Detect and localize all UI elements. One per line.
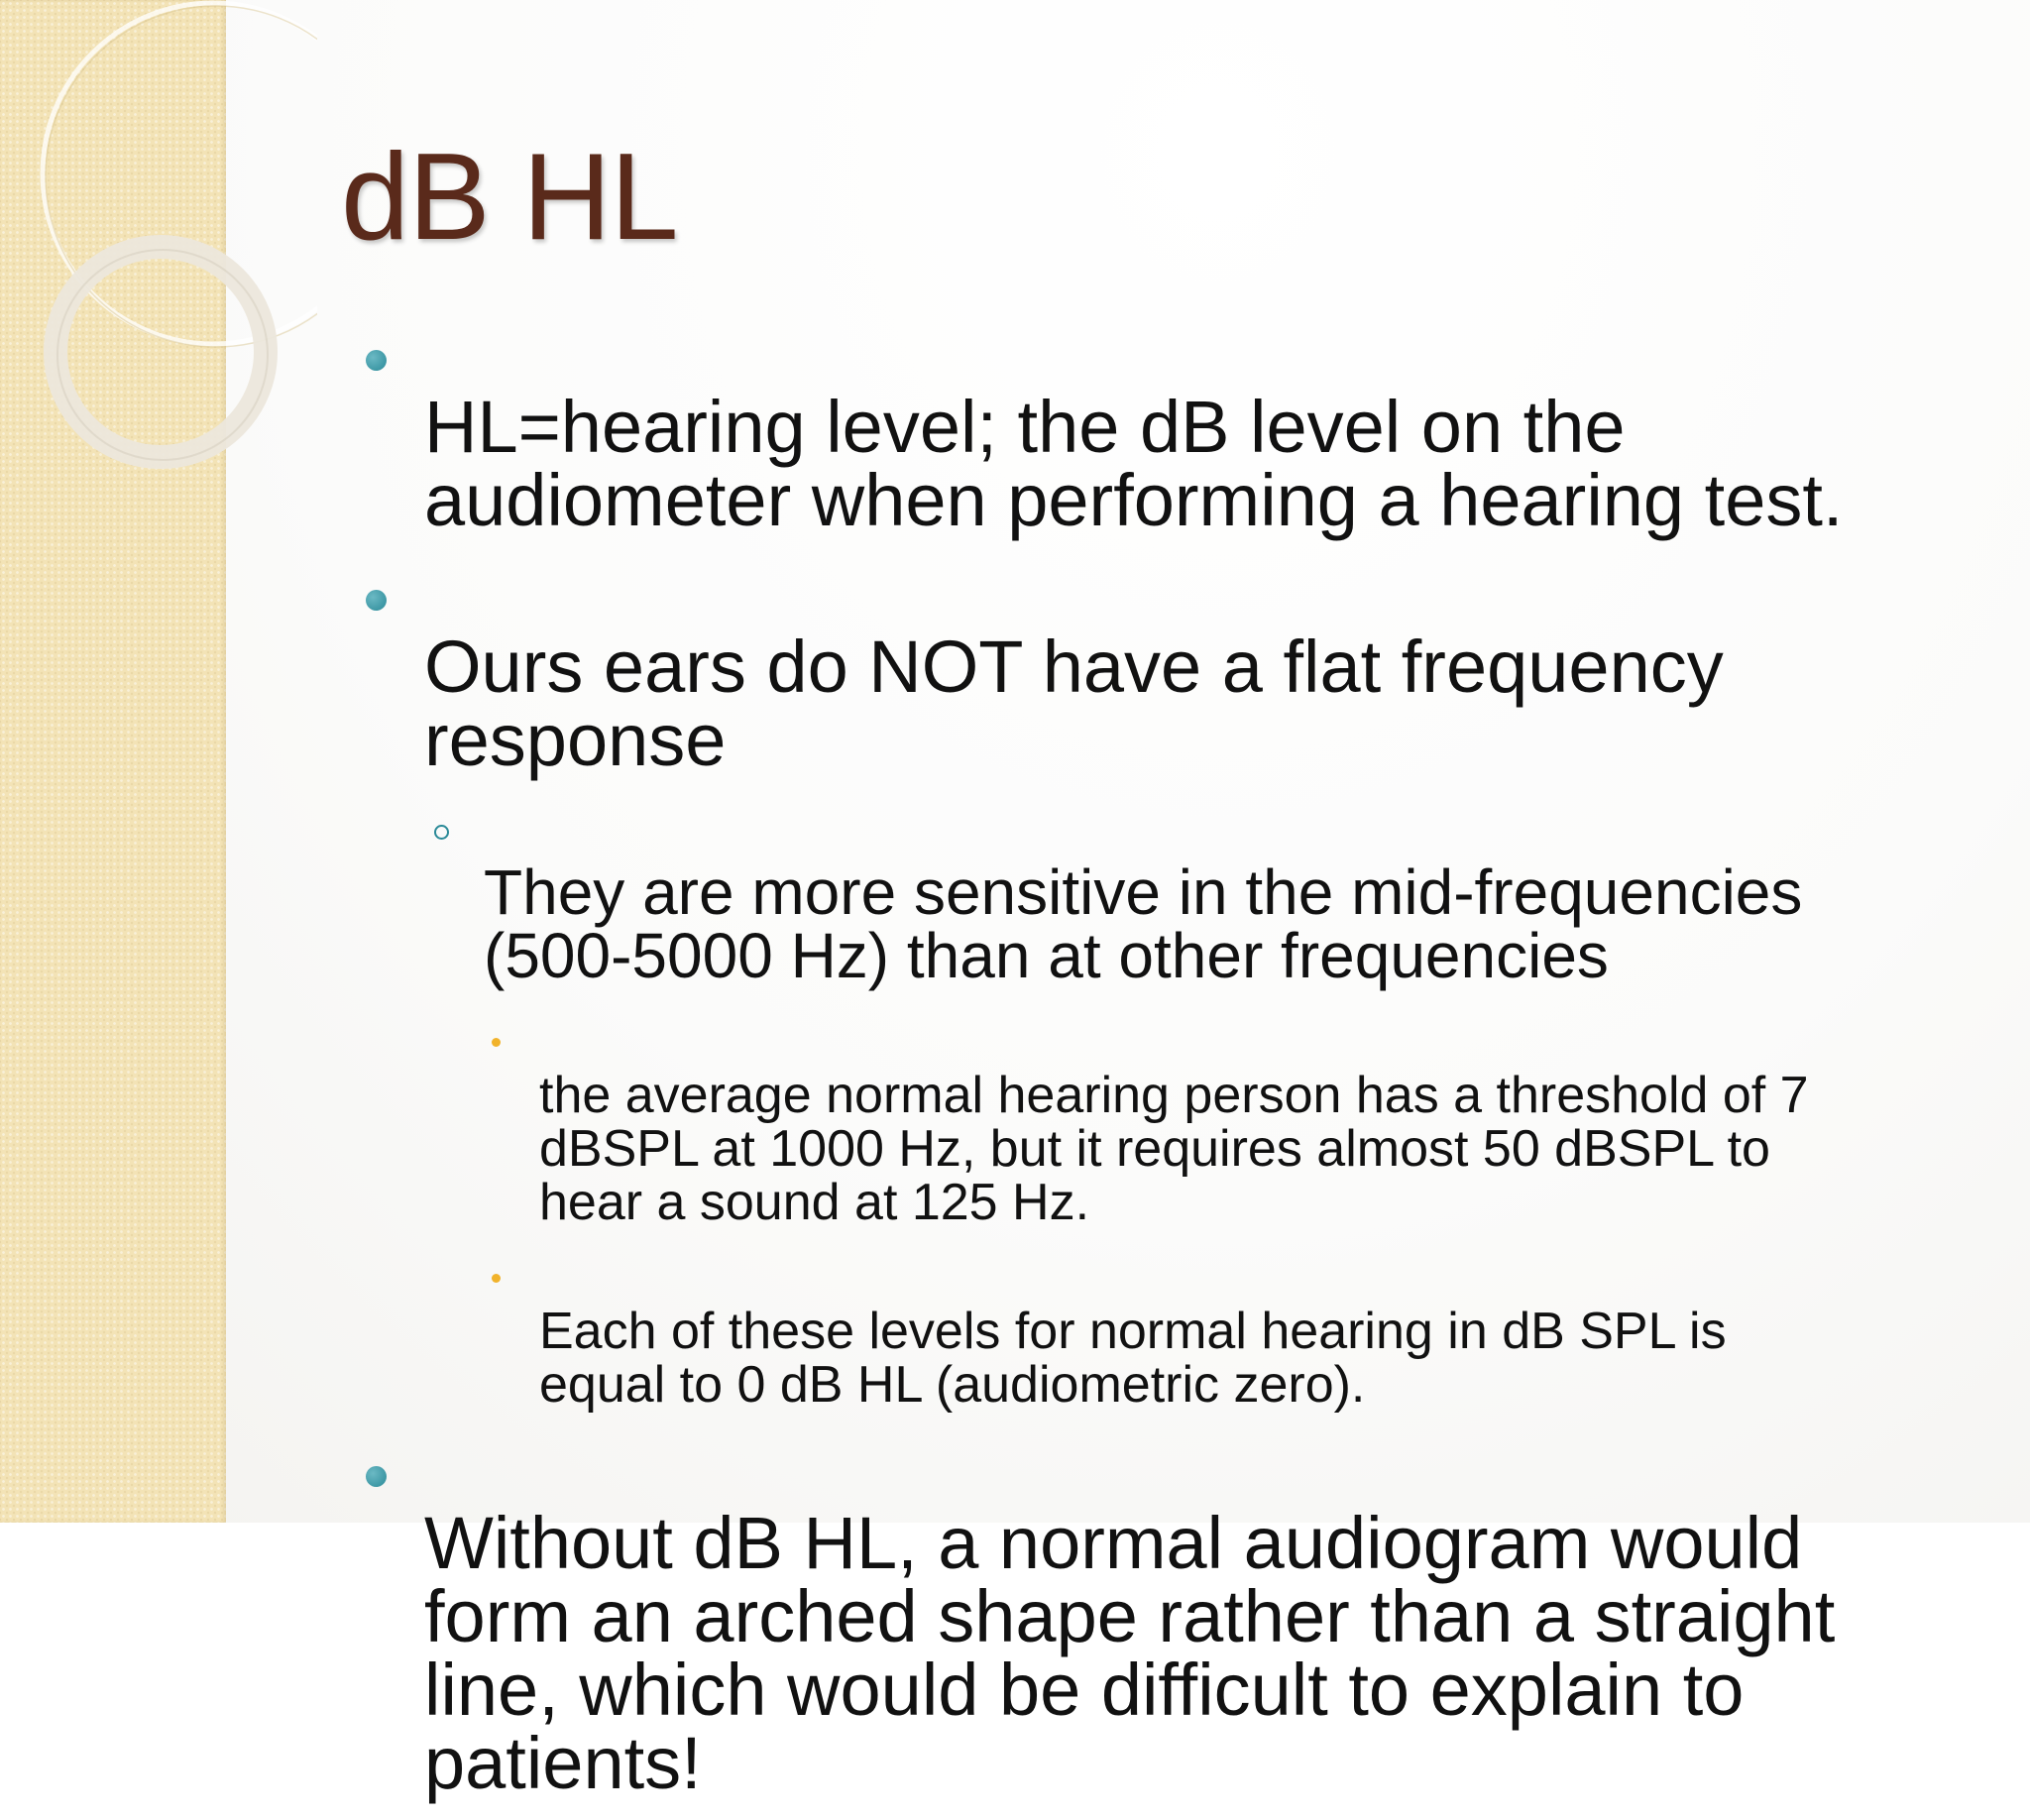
sub-sub-bullet-text: the average normal hearing person has a threshold of 7 dBSPL at 1000 Hz, but it requires almost 50 dBSPL to hear a sound at 125 Hz. (539, 1067, 1809, 1231)
ring-bullet-icon (434, 825, 449, 840)
bullet-item (357, 1433, 1982, 1804)
slide-content (357, 317, 1982, 1820)
bullet-dot-icon (366, 350, 387, 371)
small-dot-bullet-icon (492, 1274, 501, 1283)
bullet-text: Ours ears do NOT have a flat frequency response (424, 626, 1724, 781)
slide-title: dB HL (341, 129, 678, 266)
sub-sub-bullet-item (357, 1251, 1982, 1412)
sub-sub-bullet-item (357, 1015, 1982, 1229)
bullet-item (357, 557, 1982, 781)
sub-bullet-item (357, 797, 1982, 991)
sub-sub-bullet-text: Each of these levels for normal hearing in dB SPL is equal to 0 dB HL (audiometric zero). (539, 1303, 1727, 1414)
bullet-dot-icon (366, 590, 387, 611)
bullet-text: HL=hearing level; the dB level on the audiometer when performing a hearing test. (424, 386, 1844, 541)
sub-bullet-text: They are more sensitive in the mid-frequencies (500-5000 Hz) than at other frequencies (484, 856, 1803, 991)
bullet-dot-icon (366, 1466, 387, 1487)
bullet-text: Without dB HL, a normal audiogram would form an arched shape rather than a straight line, which would be difficult to explain to patients! (424, 1502, 1836, 1804)
bullet-item (357, 317, 1982, 541)
small-dot-bullet-icon (492, 1038, 501, 1047)
sidebar-decoration (0, 0, 226, 1523)
